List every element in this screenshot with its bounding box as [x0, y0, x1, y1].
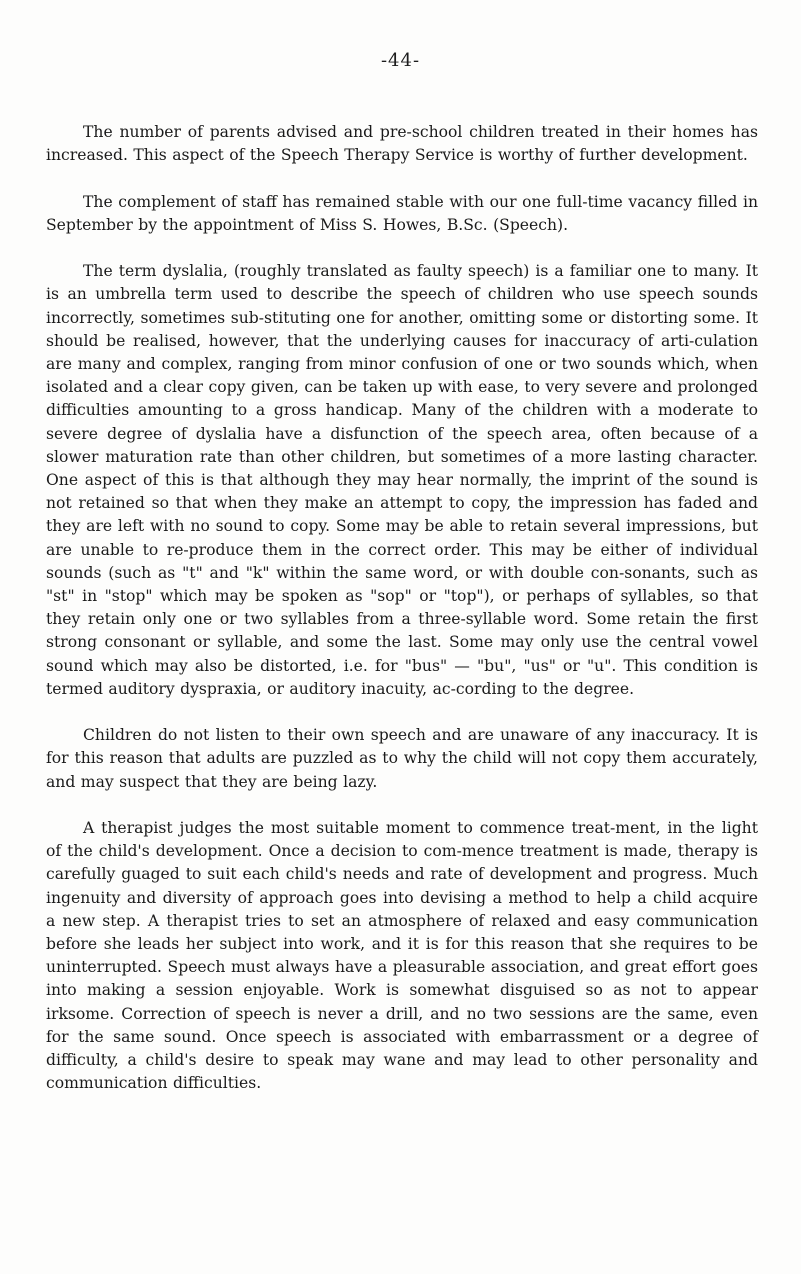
paragraph-staff-complement: The complement of staff has remained stable with our one full-time vacancy filled in September by the appointment of Miss S. Howes, B.Sc. (Speech).	[46, 192, 758, 234]
paragraph-therapy-approach: A therapist judges the most suitable moment to commence treat-ment, in the light of the child's development. Once a decision to com-mence treatment is made, therapy is carefully guaged to suit each child's needs and rate of development and progress. Much ingenuity and diversity of approach goes into devising a method to help a child acquire a new step. A therapist tries to set an atmosphere of relaxed and easy communication before she leads her subject into work, and it is for this reason that she requires to be uninterrupted. Speech must always have a pleasurable association, and great effort goes into making a session enjoyable. Work is somewhat disguised so as not to appear irksome. Correction of speech is never a drill, and no two sessions are the same, even for the same sound. Once speech is associated with embarrassment or a degree of difficulty, a child's desire to speak may wane and may lead to other personality and communication difficulties.	[46, 819, 758, 1093]
paragraph-dyslalia: The term dyslalia, (roughly translated as faulty speech) is a familiar one to many. It is an umbrella term used to describe the speech of children who use speech sounds incorrectly, sometimes sub-stituting one for another, omitting some or distorting some. It should be realised, however, that the underlying causes for inaccuracy of arti-culation are many and complex, ranging from minor confusion of one or two sounds which, when isolated and a clear copy given, can be taken up with ease, to very severe and prolonged difficulties amounting to a gross handicap. Many of the children with a moderate to severe degree of dyslalia have a disfunction of the speech area, often because of a slower maturation rate than other children, but sometimes of a more lasting character. One aspect of this is that although they may hear normally, the imprint of the sound is not retained so that when they make an attempt to copy, the impression has faded and they are left with no sound to copy. Some may be able to retain several impressions, but are unable to re-produce them in the correct order. This may be either of individual sounds (such as "t" and "k" within the same word, or with double con-sonants, such as "st" in "stop" which may be spoken as "sop" or "top"), or perhaps of syllables, so that they retain only one or two syllables from a three-syllable word. Some retain the first strong consonant or syllable, and some the last. Some may only use the central vowel sound which may also be distorted, i.e. for "bus" — "bu", "us" or "u". This condition is termed auditory dyspraxia, or auditory inacuity, ac-cording to the degree.	[46, 262, 758, 698]
body-text	[46, 121, 758, 1119]
paragraph-listening: Children do not listen to their own speech and are unaware of any inaccuracy. It is for this reason that adults are puzzled as to why the child will not copy them accurately, and may suspect that they are being lazy.	[46, 726, 758, 791]
page-number: -44-	[380, 50, 421, 71]
paragraph-home-treatment: The number of parents advised and pre-school children treated in their homes has increased. This aspect of the Speech Therapy Service is worthy of further development.	[46, 123, 758, 165]
